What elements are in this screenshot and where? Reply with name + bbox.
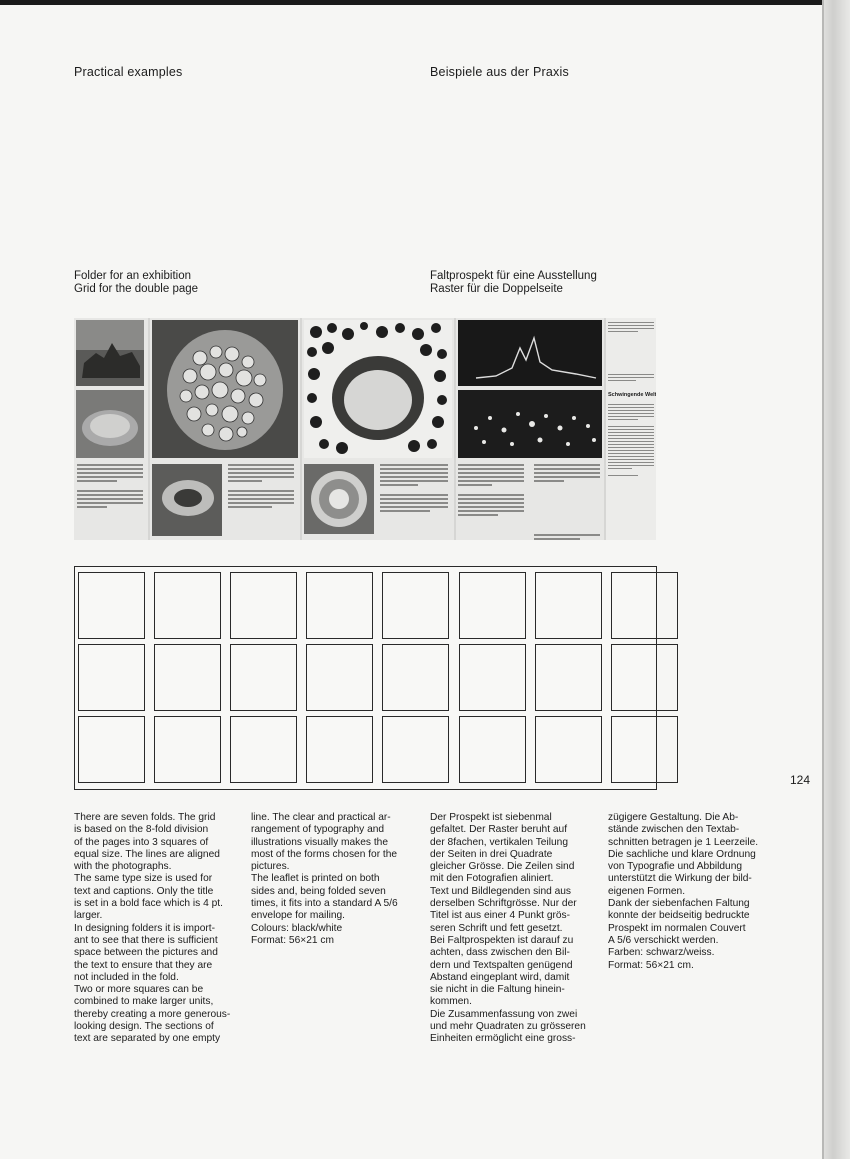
section-title-en: Practical examples [74,65,183,79]
body-text-de-col2: zügigere Gestaltung. Die Ab- stände zwischen den Textab- schnitten betragen je 1 Leerzeile. Die sachliche und klare Ordnung von Typografie und Abbildung unterstützt die Wirkung der bild- eigenen Formen. Dank der siebenfachen Faltung konnte der beidseitig bedruckte Prospekt im normalen Couvert A 5/6 verschickt werden. Farben: schwarz/weiss. Format: 56×21 cm. [608,812,759,971]
panel4-caption-lines-right [534,464,600,540]
caption-en-line1: Folder for an exhibition [74,270,191,282]
panel2-caption-lines [228,464,294,510]
grid-square [78,572,145,639]
caption-de-line2: Raster für die Doppelseite [430,283,563,295]
caption-de-line1: Faltprospekt für eine Ausstellung [430,270,597,282]
leaflet-title: Schwingende Welt [608,392,656,398]
grid-square [535,716,602,783]
body-text-de-col1: Der Prospekt ist siebenmal gefaltet. Der Raster beruht auf der 8fachen, vertikalen Teilung der Seiten in drei Quadrate gleicher Grösse. Die Zeilen sind mit den Fotografien aliniert. Text und Bildlegenden sind aus derselben Schriftgrösse. Nur der Titel ist aus einer 4 Punkt grös- seren Schrift und fett gesetzt. Bei Faltprospekten ist darauf zu achten, dass zwischen den Bil- dern und Textspalten genügend Abstand eingeplant wird, damit sie nicht in die Faltung hinein- kommen. Die Zusammenfassung von zwei und mehr Quadraten zu grösseren Einheiten ermöglicht eine gross- [430,812,586,1045]
grid-square [78,716,145,783]
grid-square [306,716,373,783]
grid-square [535,644,602,711]
panel3-caption-lines [380,464,448,514]
title-panel-intro-lines [608,374,654,383]
leaflet-title-panel [606,318,656,540]
grid-square [154,716,221,783]
grid-square [382,572,449,639]
body-text-en-col1: There are seven folds. The grid is based on the 8-fold division of the pages into 3 squares of equal size. The lines are aligned with the photographs. The same type size is used for text and captions. Only the title is set in a bold face which is 4 pt. larger. In designing folders it is import- ant to see that there is sufficient space between the pictures and the text to ensure that they are not included in the fold. Two or more squares can be combined to make larger units, thereby creating a more generous- looking design. The sections of text are separated by one empty [74,812,231,1045]
leaflet-panel-4 [456,318,604,540]
grid-square [154,572,221,639]
grid-square [306,572,373,639]
leaflet-panel-2 [150,318,300,540]
page-right-edge [822,0,850,1159]
grid-square [154,644,221,711]
grid-square [459,572,526,639]
leaflet-spread-image [74,318,656,540]
double-page-grid [74,566,657,790]
grid-square [230,572,297,639]
page-top-edge [0,0,850,5]
leaflet-panel-3 [302,318,454,540]
grid-square [459,644,526,711]
section-title-de: Beispiele aus der Praxis [430,65,569,79]
grid-square [382,716,449,783]
grid-square [306,644,373,711]
grid-square [535,572,602,639]
leaflet-panel-1 [74,318,148,540]
title-panel-address-lines [608,322,654,334]
grid-square [382,644,449,711]
panel1-caption-lines [77,464,143,510]
title-panel-body-lines [608,404,654,478]
panel4-caption-lines-left [458,464,524,518]
grid-square [459,716,526,783]
grid-square [230,716,297,783]
caption-en-line2: Grid for the double page [74,283,199,295]
grid-square [78,644,145,711]
grid-square [611,572,678,639]
grid-square [230,644,297,711]
grid-square [611,716,678,783]
body-text-en-col2: line. The clear and practical ar- rangement of typography and illustrations visually makes the most of the forms chosen for the pictures. The leaflet is printed on both sides and, being folded seven times, it fits into a standard A 5/6 envelope for mailing. Colours: black/white Format: 56×21 cm [251,812,398,946]
grid-square [611,644,678,711]
page-number: 124 [790,773,811,787]
